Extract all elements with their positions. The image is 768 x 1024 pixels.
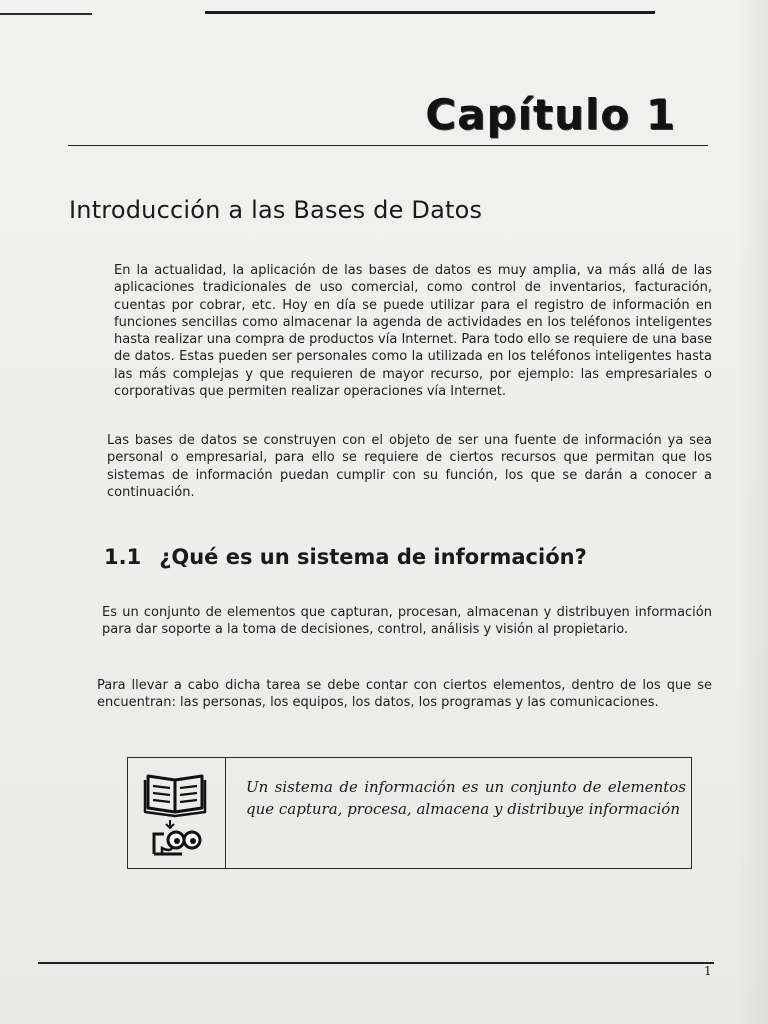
subsection-number: 1.1 xyxy=(104,545,142,569)
intro-paragraph-1: En la actualidad, la aplicación de las bases de datos es muy amplia, va más allá de las aplicaciones tradicionales de uso comercial, como control de inventarios, facturación, cuentas por cobrar, etc. Hoy en día se puede utilizar para el registro de información en funciones sencillas como almacenar la agenda de actividades en los teléfonos inteligentes hasta realizar una compra de productos vía Internet. Para todo ello se requiere de una base de datos. Estas pueden ser personales como la utilizada en los teléfonos inteligentes hasta las más complejas y que requieren de mayor recurso, por ejemplo: las empresariales o corporativas que permiten realizar operaciones vía Internet. xyxy=(114,263,712,400)
chapter-rule xyxy=(68,145,708,146)
chapter-title: Capítulo 1 xyxy=(425,90,676,139)
elements-paragraph: Para llevar a cabo dicha tarea se debe contar con ciertos elementos, dentro de los que se encuentran: las personas, los equipos, los datos, los programas y las comunicaciones. xyxy=(97,678,712,711)
callout-text: Un sistema de información es un conjunto de elementos que captura, procesa, almacena y distribuye información xyxy=(246,778,686,818)
subsection-title xyxy=(104,545,587,569)
page-number: 1 xyxy=(704,964,712,978)
top-rule xyxy=(205,11,655,14)
callout-icon-cell xyxy=(128,758,226,868)
page-edge-shadow xyxy=(738,0,768,1024)
intro-paragraph-2: Las bases de datos se construyen con el objeto de ser una fuente de información ya sea personal o empresarial, para ello se requiere de ciertos recursos que permitan que los sistemas de información puedan cumplir con su función, los que se darán a conocer a continuación. xyxy=(107,433,712,500)
subsection-heading: ¿Qué es un sistema de información? xyxy=(159,545,587,569)
reading-book-icon xyxy=(142,768,212,858)
definition-callout-box xyxy=(127,757,692,869)
definition-paragraph: Es un conjunto de elementos que capturan, procesan, almacenan y distribuyen información para dar soporte a la toma de decisiones, control, análisis y visión al propietario. xyxy=(102,605,712,638)
bottom-rule xyxy=(38,962,714,964)
section-title: Introducción a las Bases de Datos xyxy=(69,196,483,224)
top-rule-left xyxy=(0,13,92,15)
